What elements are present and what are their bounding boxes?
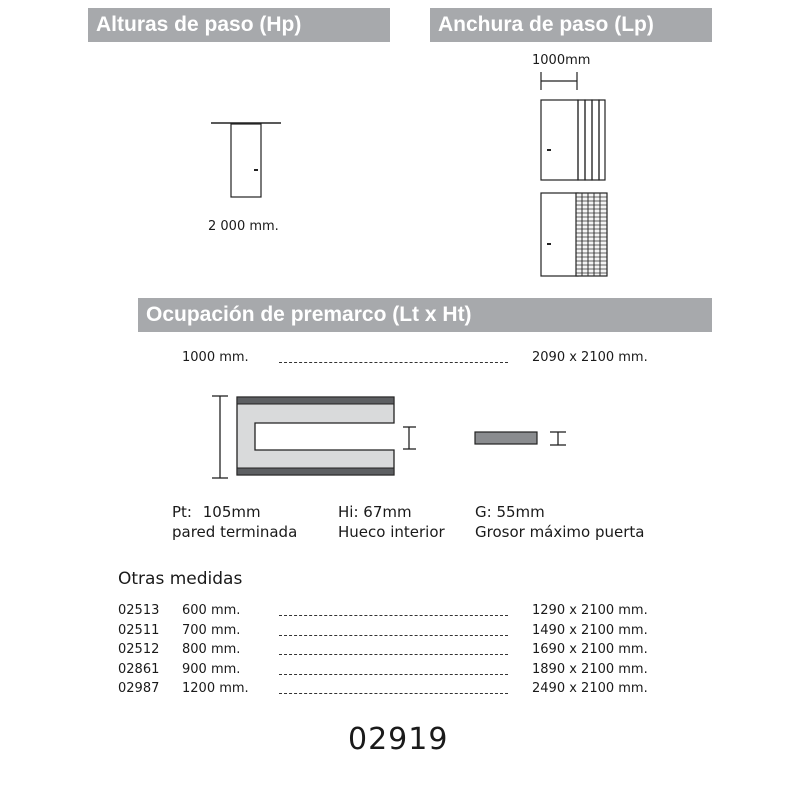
row-result: 1890 x 2100 mm. xyxy=(532,661,648,677)
row-size: 1200 mm. xyxy=(182,681,249,696)
row-leader xyxy=(279,674,508,675)
other-measures-title: Otras medidas xyxy=(118,569,243,589)
frame-result: 2090 x 2100 mm. xyxy=(532,350,648,365)
row-size: 800 mm. xyxy=(182,642,241,657)
dim-hi-abbr: Hi: xyxy=(338,503,359,521)
row-size: 700 mm. xyxy=(182,622,241,638)
heights-section-title: Alturas de paso (Hp) xyxy=(88,8,390,42)
door-height-label: 2 000 mm. xyxy=(208,219,279,234)
dim-g-abbr: G: xyxy=(475,503,492,521)
row-leader xyxy=(279,635,508,636)
row-code: 02512 xyxy=(118,642,160,657)
dim-hi-value: 67mm xyxy=(363,503,412,521)
product-code: 02919 xyxy=(348,722,449,757)
dim-pt xyxy=(172,503,261,521)
row-leader xyxy=(279,615,508,616)
row-result: 1690 x 2100 mm. xyxy=(532,642,648,657)
row-code: 02861 xyxy=(118,661,160,677)
dim-pt-abbr: Pt: xyxy=(172,503,192,521)
row-leader xyxy=(279,654,508,655)
dim-g-desc: Grosor máximo puerta xyxy=(475,523,645,541)
row-result: 1290 x 2100 mm. xyxy=(532,603,648,618)
row-leader xyxy=(279,693,508,694)
width-section-title: Anchura de paso (Lp) xyxy=(430,8,712,42)
row-result: 2490 x 2100 mm. xyxy=(532,681,648,696)
dim-pt-desc: pared terminada xyxy=(172,523,298,541)
dim-hi-desc: Hueco interior xyxy=(338,523,445,541)
row-result: 1490 x 2100 mm. xyxy=(532,622,648,638)
dim-g xyxy=(475,503,545,521)
door-width-label: 1000mm xyxy=(532,53,591,68)
row-size: 600 mm. xyxy=(182,603,241,618)
row-code: 02987 xyxy=(118,681,160,696)
row-size: 900 mm. xyxy=(182,661,241,677)
dim-hi xyxy=(338,503,412,521)
frame-size: 1000 mm. xyxy=(182,350,249,365)
row-code: 02513 xyxy=(118,603,160,618)
dim-pt-value: 105mm xyxy=(202,503,261,521)
dim-g-value: 55mm xyxy=(496,503,545,521)
frame-section-title: Ocupación de premarco (Lt x Ht) xyxy=(138,298,712,332)
row-code: 02511 xyxy=(118,622,160,638)
